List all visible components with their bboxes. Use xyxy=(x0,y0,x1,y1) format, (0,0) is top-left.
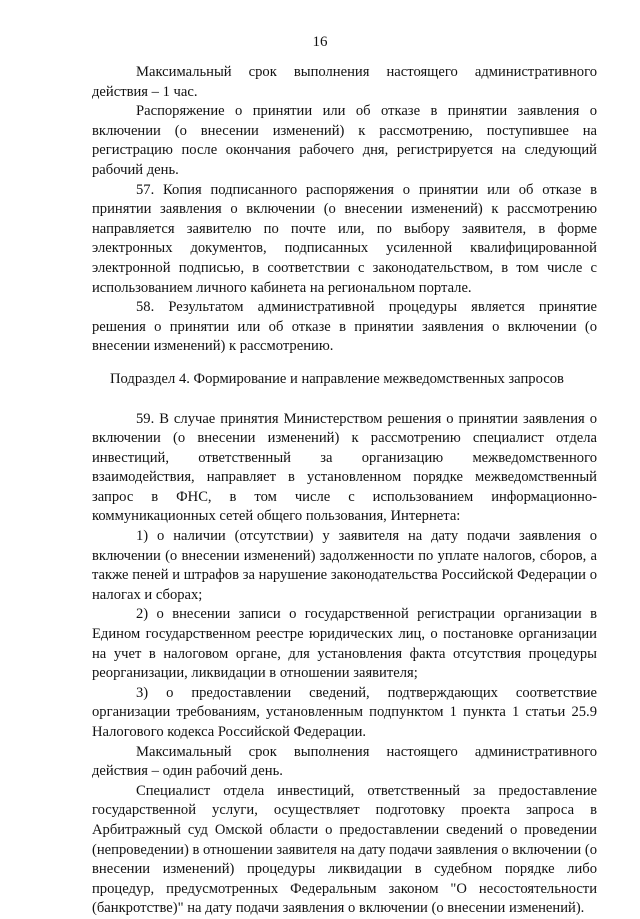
list-item-3: 3) о предоставлении сведений, подтверждающих соответствие организации требованиям, установленным подпунктом 1 пункта 1 статьи 25.9 Налогового кодекса Российской Федерации. xyxy=(92,684,597,740)
document-body xyxy=(92,63,597,919)
paragraph-58: 58. Результатом административной процедуры является принятие решения о принятии или об отказе в принятии заявления о включении (о внесении изменений) к рассмотрению. xyxy=(92,299,597,355)
paragraph-59: 59. В случае принятия Министерством решения о принятии заявления о включении (о внесении изменений) к рассмотрению специалист отдела инвестиций, ответственный за организацию межведомственного взаимодействия, направляет в установленном порядке межведомственный запрос в ФНС, в том числе с использованием информационно-коммуникационных сетей общего пользования, Интернета: xyxy=(92,410,597,525)
list-item-1: 1) о наличии (отсутствии) у заявителя на дату подачи заявления о включении (о внесении изменений) задолженности по уплате налогов, сборов, а также пеней и штрафов за нарушение законодательства Российской Федерации о налогах и сборах; xyxy=(92,528,597,603)
list-item-2: 2) о внесении записи о государственной регистрации организации в Едином государственном реестре юридических лиц, о постановке организации на учет в налоговом органе, для установления факта отсутствия процедуры реорганизации, ликвидации в отношении заявителя; xyxy=(92,606,597,682)
page-number: 16 xyxy=(312,34,328,50)
subsection-heading: Подраздел 4. Формирование и направление межведомственных запросов xyxy=(110,370,564,387)
paragraph-max-time-2: Максимальный срок выполнения настоящего административного действия – один рабочий день. xyxy=(92,743,597,780)
paragraph-57: 57. Копия подписанного распоряжения о принятии или об отказе в принятии заявления о включении (о внесении изменений) к рассмотрению направляется заявителю по почте или, по выбору заявителя, в форме электронных документов, подписанных усиленной квалифицированной электронной подписью, в соответствии с законодательством, в том числе с использованием личного кабинета на региональном портале. xyxy=(92,181,597,296)
paragraph-order-registration: Распоряжение о принятии или об отказе в принятии заявления о включении (о внесении изменений) к рассмотрению, поступившее на регистрацию после окончания рабочего дня, регистрируется на следующий рабочий день. xyxy=(92,103,597,178)
paragraph-specialist: Специалист отдела инвестиций, ответственный за предоставление государственной услуги, осуществляет подготовку проекта запроса в Арбитражный суд Омской области о предоставлении сведений о проведении (непроведении) в отношении заявителя на дату подачи заявления о включении (о внесении изменений) процедуры ликвидации в судебном порядке либо процедур, предусмотренных Федеральным законом "О несостоятельности (банкротстве)" на дату подачи заявления о включении (о внесении изменений). xyxy=(92,782,597,917)
paragraph-max-time-1: Максимальный срок выполнения настоящего административного действия – 1 час. xyxy=(92,64,597,100)
